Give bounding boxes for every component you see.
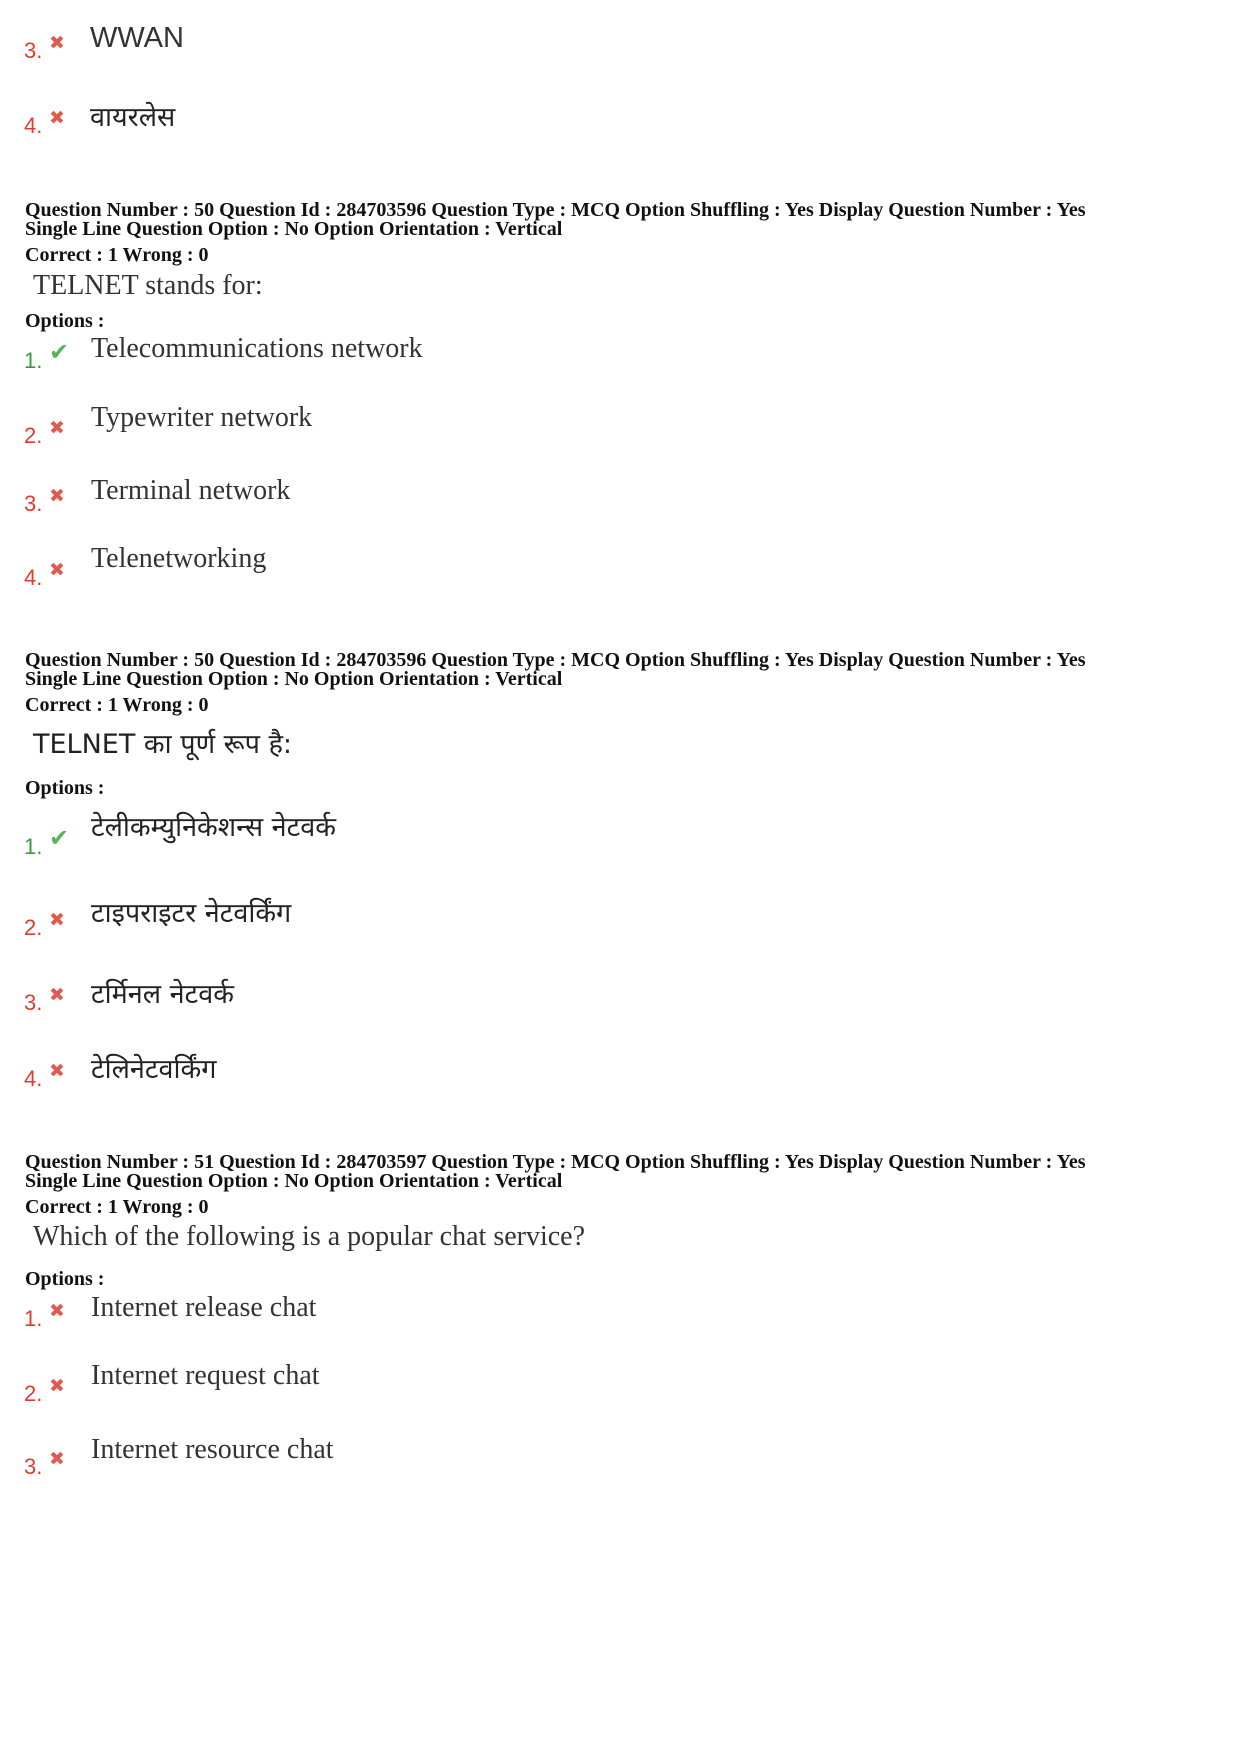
option-text: टेलीकम्युनिकेशन्स नेटवर्क (91, 812, 337, 843)
option-number: 2. (24, 915, 43, 940)
check-mark-icon: ✔ (48, 338, 70, 366)
option-text: Internet release chat (91, 1292, 317, 1323)
option-text: Internet request chat (91, 1360, 320, 1391)
option-text: टेलिनेटवर्किंग (91, 1054, 217, 1085)
cross-mark-icon: ✖ (49, 107, 65, 129)
option-text: वायरलेस (90, 102, 176, 133)
option-number: 4. (24, 1066, 43, 1091)
question-text: TELNET का पूर्ण रूप है: (33, 729, 293, 760)
option-number: 1. (24, 1306, 43, 1331)
question-meta-line: Question Number : 50 Question Id : 284703596 Question Type : MCQ Option Shuffling : Yes Display Question Number : Yes (25, 199, 1086, 221)
option-text: Terminal network (91, 475, 291, 506)
option-number: 3. (24, 1454, 43, 1479)
option-text: टाइपराइटर नेटवर्किंग (91, 898, 292, 929)
option-number: 4. (24, 565, 43, 590)
cross-mark-icon: ✖ (49, 1375, 65, 1397)
question-meta-line: Question Number : 50 Question Id : 284703596 Question Type : MCQ Option Shuffling : Yes Display Question Number : Yes (25, 649, 1086, 671)
cross-mark-icon: ✖ (49, 1300, 65, 1322)
question-text: Which of the following is a popular chat service? (33, 1221, 586, 1252)
option-text: Telecommunications network (91, 333, 423, 364)
question-text: TELNET stands for: (33, 270, 263, 301)
score-line: Correct : 1 Wrong : 0 (25, 694, 209, 716)
option-text: Typewriter network (91, 402, 313, 433)
question-meta-line: Single Line Question Option : No Option Orientation : Vertical (25, 1170, 563, 1192)
cross-mark-icon: ✖ (49, 32, 65, 54)
options-label: Options : (25, 1268, 105, 1290)
option-number: 3. (24, 38, 43, 63)
cross-mark-icon: ✖ (49, 984, 65, 1006)
option-number: 2. (24, 423, 43, 448)
check-mark-icon: ✔ (48, 824, 70, 852)
question-meta-line: Question Number : 51 Question Id : 284703597 Question Type : MCQ Option Shuffling : Yes Display Question Number : Yes (25, 1151, 1086, 1173)
question-meta-line: Single Line Question Option : No Option Orientation : Vertical (25, 218, 563, 240)
cross-mark-icon: ✖ (49, 1060, 65, 1082)
score-line: Correct : 1 Wrong : 0 (25, 244, 209, 266)
cross-mark-icon: ✖ (49, 485, 65, 507)
option-number: 3. (24, 990, 43, 1015)
cross-mark-icon: ✖ (49, 1448, 65, 1470)
option-number: 2. (24, 1381, 43, 1406)
cross-mark-icon: ✖ (49, 909, 65, 931)
option-text: WWAN (90, 22, 184, 54)
question-meta-line: Single Line Question Option : No Option Orientation : Vertical (25, 668, 563, 690)
cross-mark-icon: ✖ (49, 417, 65, 439)
option-number: 4. (24, 113, 43, 138)
option-text: टर्मिनल नेटवर्क (91, 979, 234, 1010)
cross-mark-icon: ✖ (49, 559, 65, 581)
option-text: Internet resource chat (91, 1434, 334, 1465)
option-number: 1. (24, 348, 43, 373)
option-number: 1. (24, 834, 43, 859)
option-text: Telenetworking (91, 543, 267, 574)
options-label: Options : (25, 310, 105, 332)
option-number: 3. (24, 491, 43, 516)
score-line: Correct : 1 Wrong : 0 (25, 1196, 209, 1218)
options-label: Options : (25, 777, 105, 799)
